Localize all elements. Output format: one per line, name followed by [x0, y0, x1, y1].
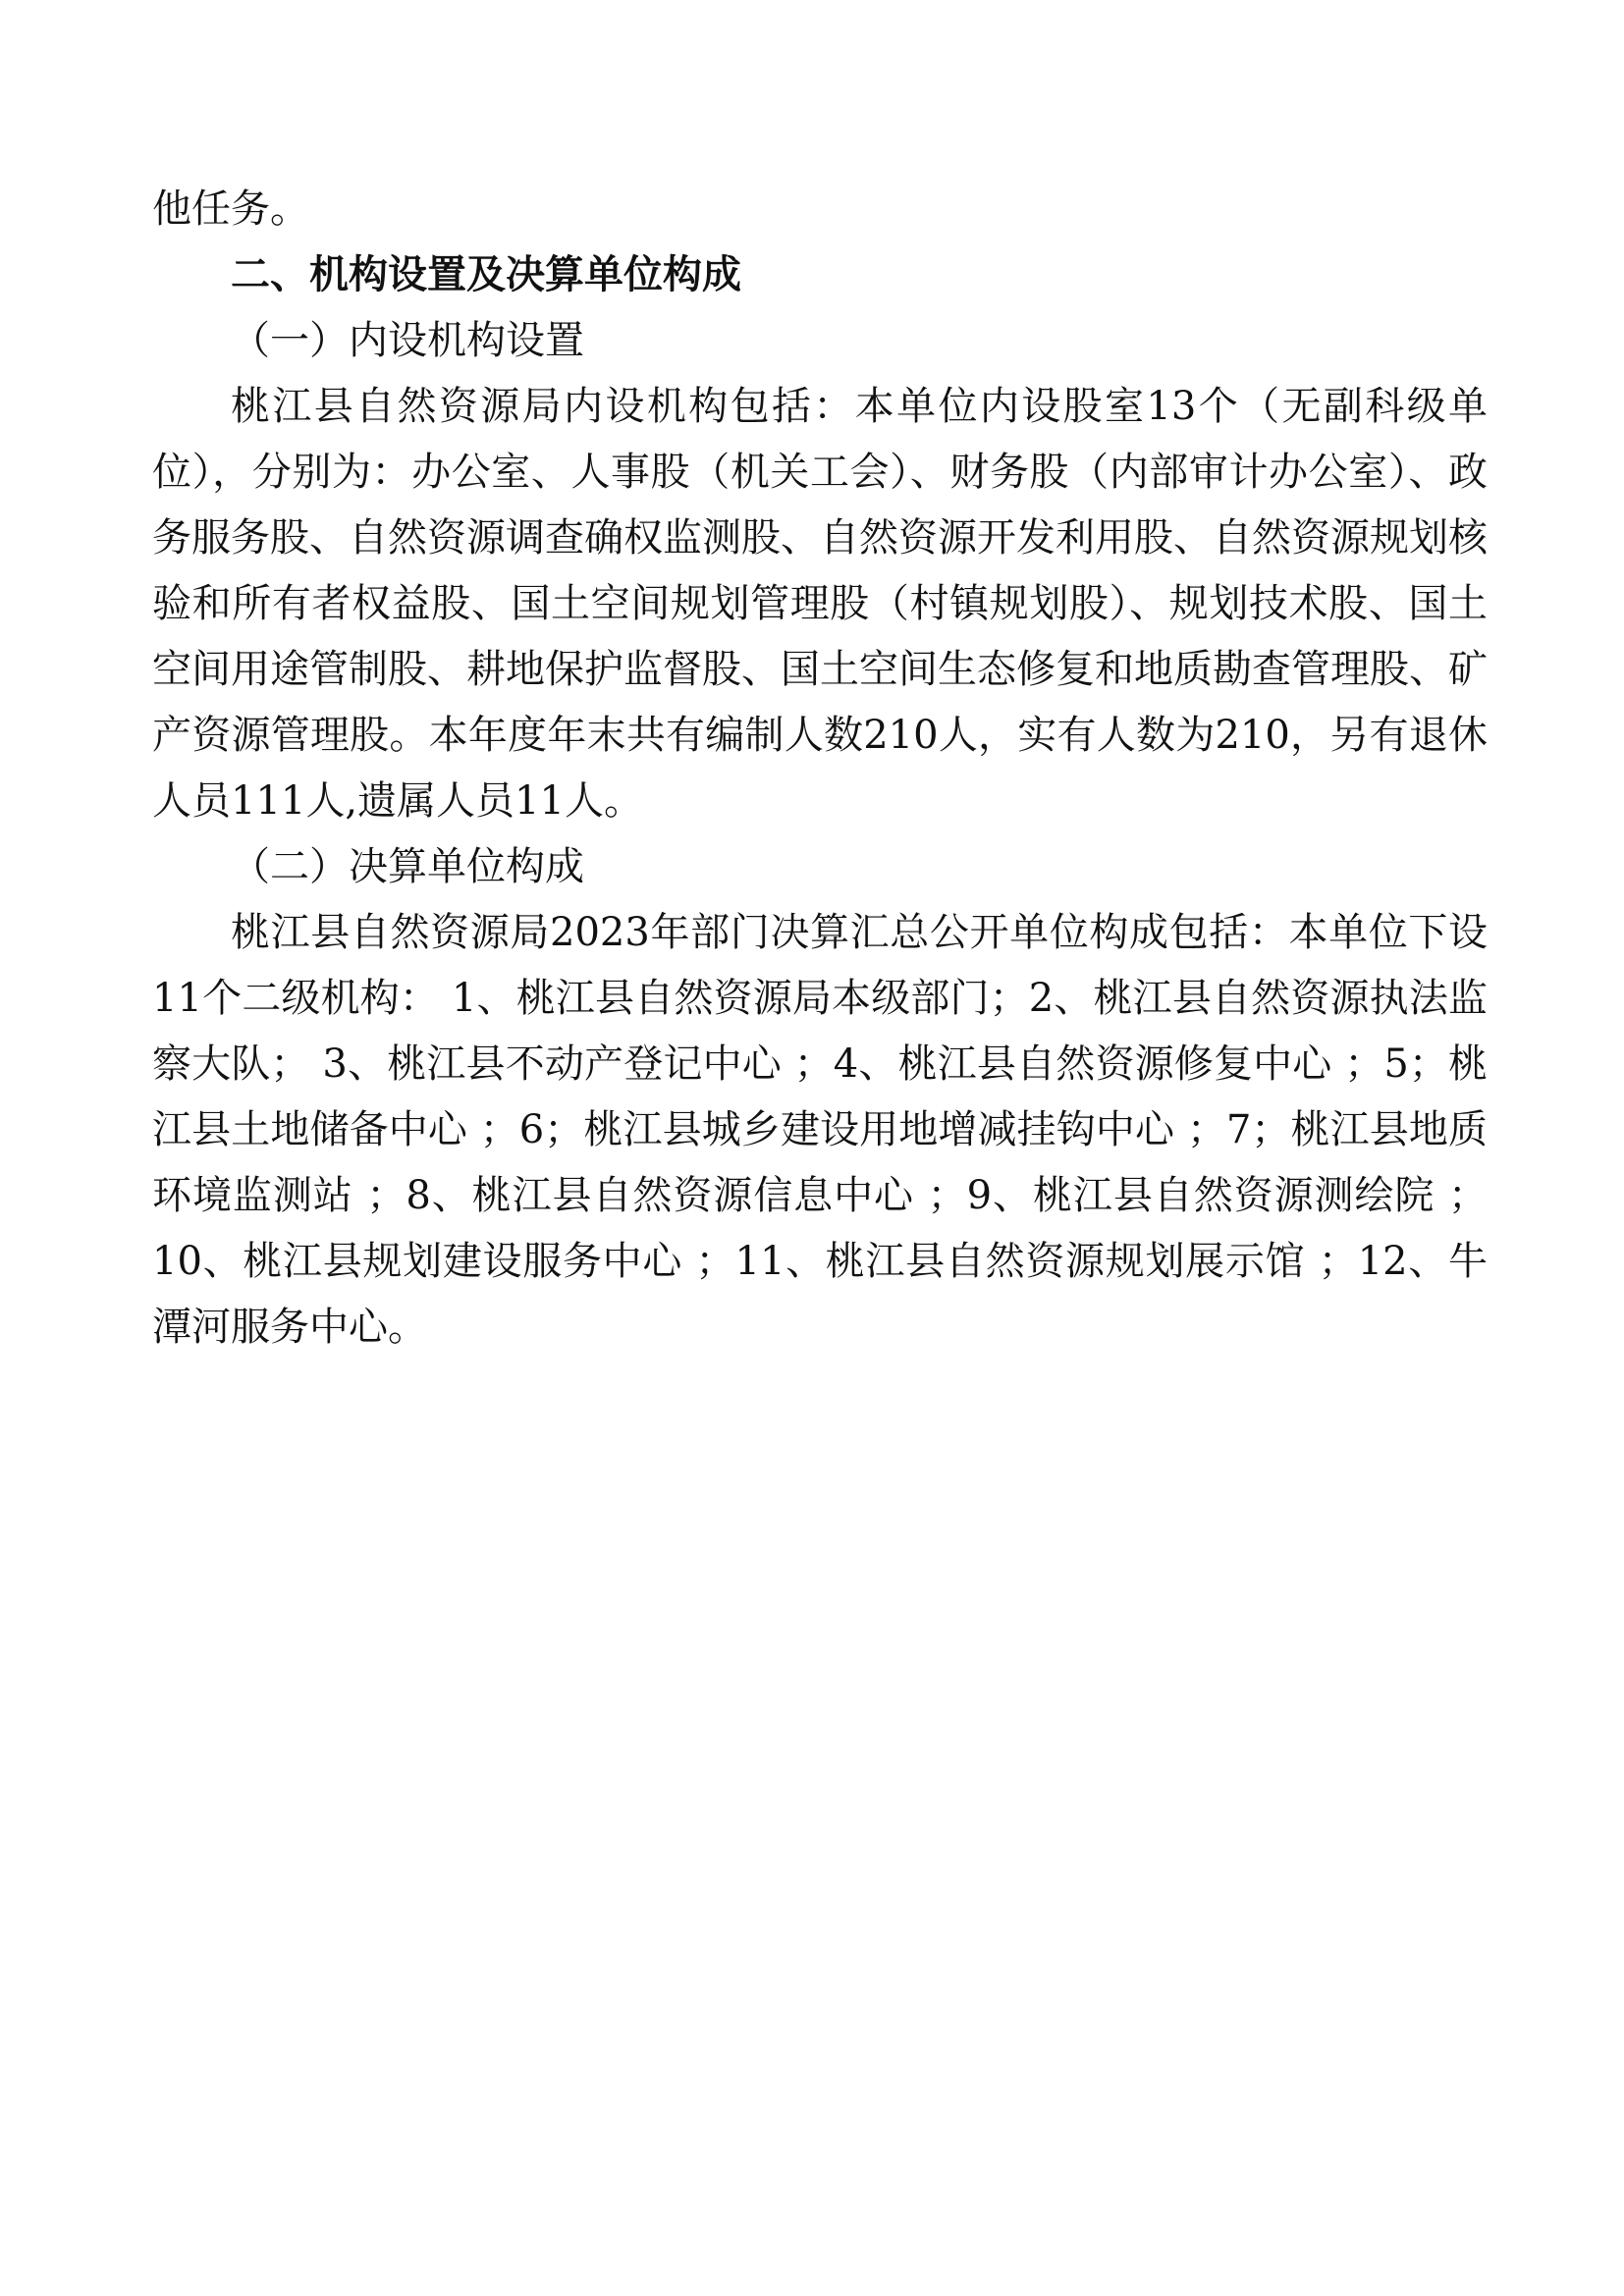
document-page	[152, 177, 1488, 1361]
accounting-units-paragraph: 桃江县自然资源局2023年部门决算汇总公开单位构成包括：本单位下设11个二级机构： 1、桃江县自然资源局本级部门；2、桃江县自然资源执法监察大队； 3、桃江县不动产登记中心 ；4、桃江县自然资源修复中心 ；5；桃江县土地储备中心 ；6；桃江县城乡建设用地增减挂钩中心 ；7；桃江县地质环境监测站 ；8、桃江县自然资源信息中心 ；9、桃江县自然资源测绘院 ；10、桃江县规划建设服务中心 ；11、桃江县自然资源规划展示馆 ；12、牛潭河服务中心。	[152, 910, 1488, 1350]
internal-structure-paragraph: 桃江县自然资源局内设机构包括：本单位内设股室13个（无副科级单位），分别为：办公室、人事股（机关工会）、财务股（内部审计办公室）、政务服务股、自然资源调查确权监测股、自然资源开发利用股、自然资源规划核验和所有者权益股、国土空间规划管理股（村镇规划股）、规划技术股、国土空间用途管制股、耕地保护监督股、国土空间生态修复和地质勘查管理股、矿产资源管理股。本年度年末共有编制人数210人，实有人数为210，另有退休人员111人,遗属人员11人。	[152, 384, 1488, 824]
subsection-heading-accounting-units: （二）决算单位构成	[231, 844, 584, 889]
continuation-text: 他任务。	[152, 187, 309, 232]
subsection-heading-internal-structure: （一）内设机构设置	[231, 318, 584, 363]
section-heading: 二、机构设置及决算单位构成	[231, 252, 741, 297]
